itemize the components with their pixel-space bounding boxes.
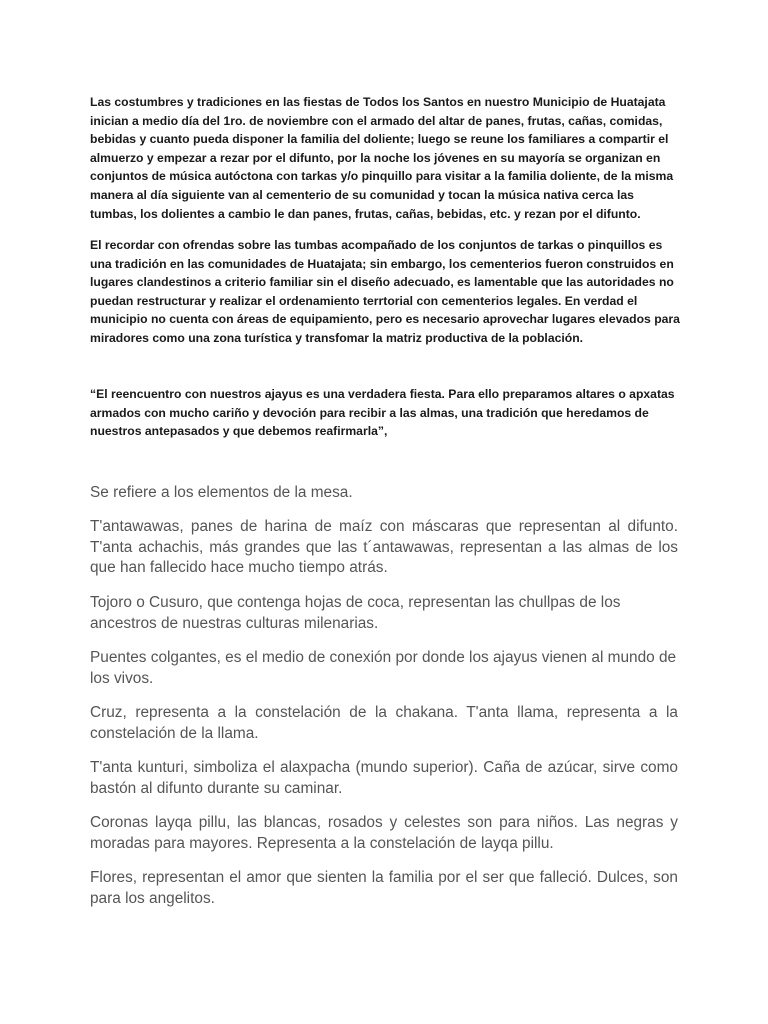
intro-paragraph: Las costumbres y tradiciones en las fiestas de Todos los Santos en nuestro Municipio de Huatajata inician a medio día del 1ro. de noviembre con el armado del altar de panes, frutas, cañas, comidas, bebidas y cuanto pueda disponer la familia del doliente; luego se reune los familiares a compartir el almuerzo y empezar a rezar por el difunto, por la noche los jóvenes en su mayoría se organizan en conjuntos de música autóctona con tarkas y/o pinquillo para visitar a la familia doliente, de la misma manera al día siguiente van al cementerio de su comunidad y tocan la música nativa cerca las tumbas, los dolientes a cambio le dan panes, frutas, cañas, bebidas, etc. y rezan por el difunto.: [90, 95, 674, 221]
list-item: Cruz, representa a la constelación de la chakana. T'anta llama, representa a la constelación de la llama.: [90, 704, 678, 742]
list-item: Flores, representan el amor que sienten la familia por el ser que falleció. Dulces, son para los angelitos.: [90, 869, 678, 907]
list-item: T'antawawas, panes de harina de maíz con máscaras que representan al difunto. T'anta achachis, más grandes que las t´antawawas, representan a las almas de los que han fallecido hace mucho tiempo atrás.: [90, 518, 678, 576]
list-item: Puentes colgantes, es el medio de conexión por donde los ajayus vienen al mundo de los vivos.: [90, 649, 677, 687]
list-item: Coronas layqa pillu, las blancas, rosados y celestes son para niños. Las negras y moradas para mayores. Representa a la constelación de layqa pillu.: [90, 814, 678, 852]
table-elements-intro: Se refiere a los elementos de la mesa.: [90, 484, 353, 501]
quote-paragraph: “El reencuentro con nuestros ajayus es una verdadera fiesta. Para ello preparamos altares o apxatas armados con mucho cariño y devoción para recibir a las almas, una tradición que heredamos de nuestros antepasados y que debemos reafirmarla”,: [90, 387, 675, 439]
list-item: T'anta kunturi, simboliza el alaxpacha (mundo superior). Caña de azúcar, sirve como bastón al difunto durante su caminar.: [90, 759, 678, 797]
list-item: Tojoro o Cusuro, que contenga hojas de coca, representan las chullpas de los ancestros de nuestras culturas milenarias.: [90, 594, 621, 632]
cemetery-paragraph: El recordar con ofrendas sobre las tumbas acompañado de los conjuntos de tarkas o pinquillos es una tradición en las comunidades de Huatajata; sin embargo, los cementerios fueron construidos en lugares clandestinos a criterio familiar sin el diseño adecuado, es lamentable que las autoridades no puedan restructurar y realizar el ordenamiento terrtorial con cementerios legales. En verdad el municipio no cuenta con áreas de equipamiento, pero es necesario aprovechar lugares elevados para miradores como una zona turística y transfomar la matriz productiva de la población.: [90, 238, 680, 345]
